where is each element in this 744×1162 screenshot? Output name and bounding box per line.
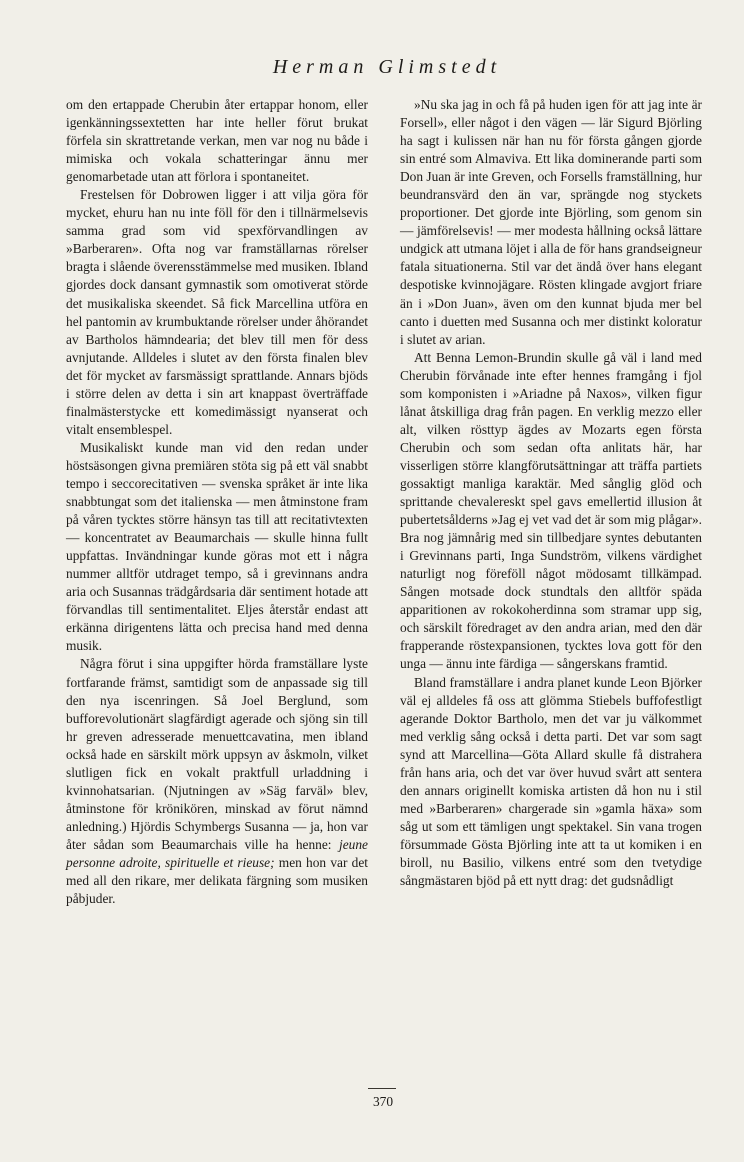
- footer-rule: [368, 1088, 396, 1089]
- right-column: [400, 96, 702, 890]
- page-number: 370: [372, 1094, 394, 1109]
- left-column: [66, 96, 368, 908]
- paragraph: »Nu ska jag in och få på huden igen för att jag inte är Forsell», eller något i den vägen — lär Sigurd Björling ha sagt i kulissen när han nu för första gången gjorde sin entré som Almaviva. Ett lika dominerande parti som Don Juan är inte Greven, och Forsells framställning, hur beundransvärd den än var, sprängde nog styckets proportioner. Det gjorde inte Björling, som genom sin — jämförelsevis! — mer modesta hållning också lättare undgick att utmana löjet i alla de för hans grandseigneur fatala situationerna. Stil var det ändå över hans elegant despotiske kvinnojägare. Rösten klingade avgjort friare än i »Don Juan», även om den kunnat bjuda mer bel canto i duetten med Susanna och mer distinkt koloratur i slutet av arian.: [400, 97, 702, 347]
- running-header: Herman Glimstedt: [272, 56, 502, 78]
- paragraph: Musikaliskt kunde man vid den redan under höstsäsongen givna premiären stöta sig på ett väl snabbt tempo i seccorecitativen — svenska språket är inte lika snabbtungat som det italienska — men åtminstone fram på våren tycktes större hänsyn tas till att recitativtexten — koncentratet av Beaumarchais — skulle hinna fullt uppfattas. Invändningar kunde göras mot ett i några nummer alltför utdraget tempo, så i grevinnans andra aria och Susannas trädgårdsaria där sentiment hotade att förvandlas till sentimentalitet. Eljes återstår endast att erkänna dirigentens lätta och precisa hand med denna musik.: [66, 439, 368, 654]
- paragraph: Bland framställare i andra planet kunde Leon Björker väl ej alldeles få oss att glömma Stiebels buffofestligt agerande Doktor Bartholo, men det var ju välkommet med verklig sång också i detta parti. Det var som sagt synd att Marcellina—Göta Allard skulle få distrahera från hans aria, och det var över huvud svårt att sentera den annars originellt komiska artisten då hon nu i stil med »Barberaren» chargerade sin »gamla häxa» som såg ut som ett tämligen ungt spektakel. Sin vana trogen försummade Gösta Björling inte att ta ut komiken i en biroll, nu Basilio, vilkens entré som den tvetydige sångmästaren bjöd på ett nytt drag: det gudsnådligt: [400, 674, 702, 889]
- paragraph-text: Några förut i sina uppgifter hörda framställare lyste fortfarande främst, samtidigt som de anpassade sig till den nya iscenringen. Så Joel Berglund, som bufforevolutionärt slagfärdigt agerade och sjöng sin till hr greven adresserade menuettcavatina, men ibland också hade en särskilt mörk uppsyn av åskmoln, vilket slutligen fick en vokalt praktfull urladdning i kvinnohatsarian. (Njutningen av »Säg farväl» blev, åtminstone för krönikören, minskad av förut nämnd anledning.) Hjördis Schymbergs Susanna — ja, hon var åter sådan som Beaumarchais ville ha henne:: [66, 656, 368, 852]
- paragraph: [66, 655, 368, 908]
- paragraph: Att Benna Lemon-Brundin skulle gå väl i land med Cherubin förvånade inte efter hennes framgång i fjol som komponisten i »Ariadne på Naxos», vilken figur lånat åtskilliga drag från pagen. En verklig mezzo eller alt, vilken rösttyp ägdes av Mozarts egen första Cherubin och som sedan ofta anlitats här, har visserligen större klangförutsättningar att träffa partiets gossaktigt manliga karaktär. Med sånglig glöd och sprittande chevalereskt spel gavs emellertid illusion åt pubertetsålderns »Jag ej vet vad det är som mig plågar». Bra nog jämnårig med sin tillbedjare syntes debutanten i Grevinnans parti, Inga Sundström, vilkens värdighet naturligt nog föreföll något mödosamt tillkämpad. Sången motsade dock stundtals den alltför späda apparitionen av rokokoherdinna som stramar upp sig, och särskilt föredraget av den andra arian, med den där frapperande röstexpansionen, tycktes lova gott för den unga — ännu inte färdiga — sångerskans framtid.: [400, 349, 702, 672]
- paragraph: Frestelsen för Dobrowen ligger i att vilja göra för mycket, ehuru han nu inte föll för den i tillnärmelsevis samma grad som vid spexförvandlingen av »Barberaren». Ofta nog var framställarnas rörelser bragta i slående överensstämmelse med musiken. Ibland gjordes dock dansant gymnastik som omotiverat störde det musikaliska skeendet. Så fick Marcellina utföra en hel pantomin av krumbuktande rörelser under åhörandet av Bartholos hämndearia; det blev till men för dess avnjutande. Alldeles i slutet av den första finalen blev det för mycket av farsmässigt sprattlande. Annars bjöds i större delen av detta i sin art knappast överträffade finalmästerstycke ett komedimässigt nyanserat och vitalt ensemblespel.: [66, 187, 368, 437]
- paragraph: om den ertappade Cherubin åter ertappar honom, eller igenkänningssextetten har inte heller förut brukat förfela sin skrattretande verkan, men var nog nu både i mimiska och vokala schatteringar ännu mer genomarbetade utan att förlora i spontaneitet.: [66, 97, 368, 185]
- paragraph-text: men hon var det med all den rikare, mer delikata färgning som musiken påbjuder.: [66, 854, 368, 907]
- french-quote: jeune personne adroite, spirituelle et rieuse;: [66, 836, 368, 870]
